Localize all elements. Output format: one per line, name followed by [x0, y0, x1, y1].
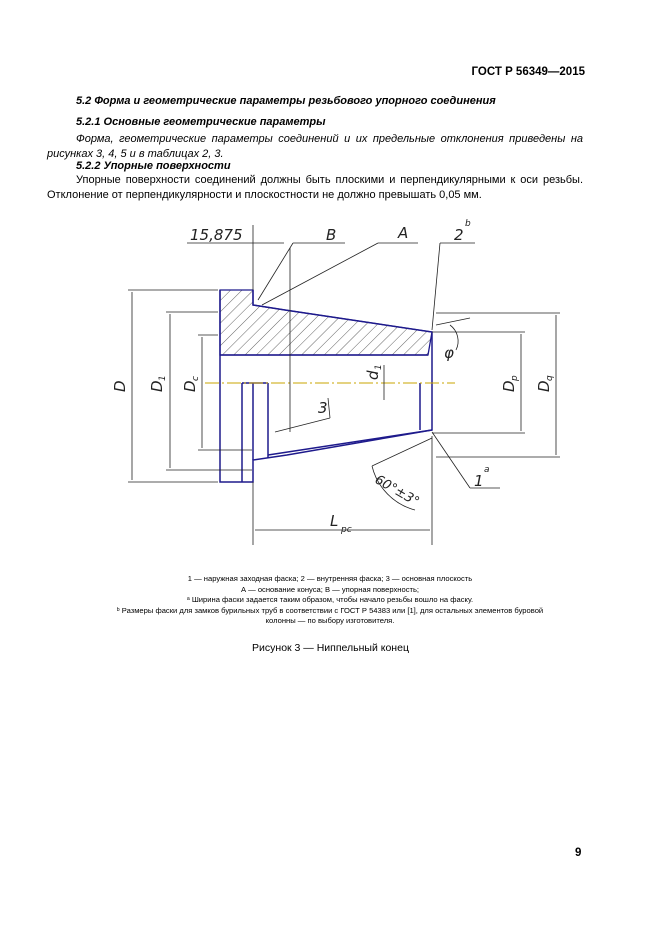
- label-1-superscript: a: [484, 465, 490, 475]
- legend-note-b-line-1: ᵇ Размеры фаски для замков бурильных труб в соответствии с ГОСТ Р 54383 или [1], для остальных элементов буровой: [116, 605, 544, 615]
- section-5-2-1-text: Форма, геометрические параметры соединений и их предельные отклонения приведены на рисунках 3, 4, 5 и в таблицах 2, 3.: [47, 133, 583, 160]
- label-Dp: D: [500, 380, 518, 392]
- legend-line-2: А — основание конуса; В — упорная поверхность;: [240, 584, 420, 594]
- label-3: 3: [318, 399, 328, 417]
- hatched-wall-section: [220, 290, 432, 355]
- section-5-2-2-title: 5.2.2 Упорные поверхности: [76, 160, 231, 172]
- label-D1: D: [148, 380, 166, 392]
- document-header: ГОСТ Р 56349—2015: [471, 66, 585, 78]
- dim-15875-label: 15,875: [190, 226, 243, 244]
- label-1: 1: [474, 472, 484, 490]
- section-5-2-title: 5.2 Форма и геометрические параметры резьбового упорного соединения: [76, 95, 496, 107]
- label-D1-sub: 1: [158, 375, 168, 381]
- label-L-sub: pc: [341, 525, 352, 535]
- label-Dq-sub: q: [545, 375, 555, 381]
- label-Dc-sub: c: [191, 376, 201, 381]
- label-Dp-sub: p: [510, 375, 520, 381]
- legend-line-1: 1 — наружная заходная фаска; 2 — внутренняя фаска; 3 — основная плоскость: [187, 574, 473, 583]
- label-Dq: D: [535, 380, 553, 392]
- label-2: 2: [454, 226, 464, 244]
- label-d1-sub: 1: [374, 364, 384, 370]
- label-phi: φ: [444, 344, 454, 362]
- label-D: D: [111, 380, 129, 392]
- label-d1: d: [364, 370, 382, 380]
- label-L: L: [330, 512, 339, 530]
- label-A: A: [398, 224, 409, 242]
- legend-note-a: ᵃ Ширина фаски задается таким образом, чтобы начало резьбы вошло на фаску.: [186, 595, 474, 605]
- label-2-superscript: b: [465, 219, 471, 229]
- label-B: B: [326, 226, 337, 244]
- legend-note-b-line-2: колонны — по выбору изготовителя.: [265, 616, 395, 626]
- angle-label: 60°±3°: [372, 472, 422, 510]
- label-Dc: D: [181, 380, 199, 392]
- section-5-2-1-title: 5.2.1 Основные геометрические параметры: [76, 116, 326, 128]
- page-number: 9: [575, 847, 582, 859]
- section-5-2-2-text: Упорные поверхности соединений должны быть плоскими и перпендикулярными к оси резьбы. Отклонение от перпендикулярности и плоскостности не должно превышать 0,05 мм.: [47, 174, 583, 201]
- figure-caption: Рисунок 3 — Ниппельный конец: [252, 642, 409, 654]
